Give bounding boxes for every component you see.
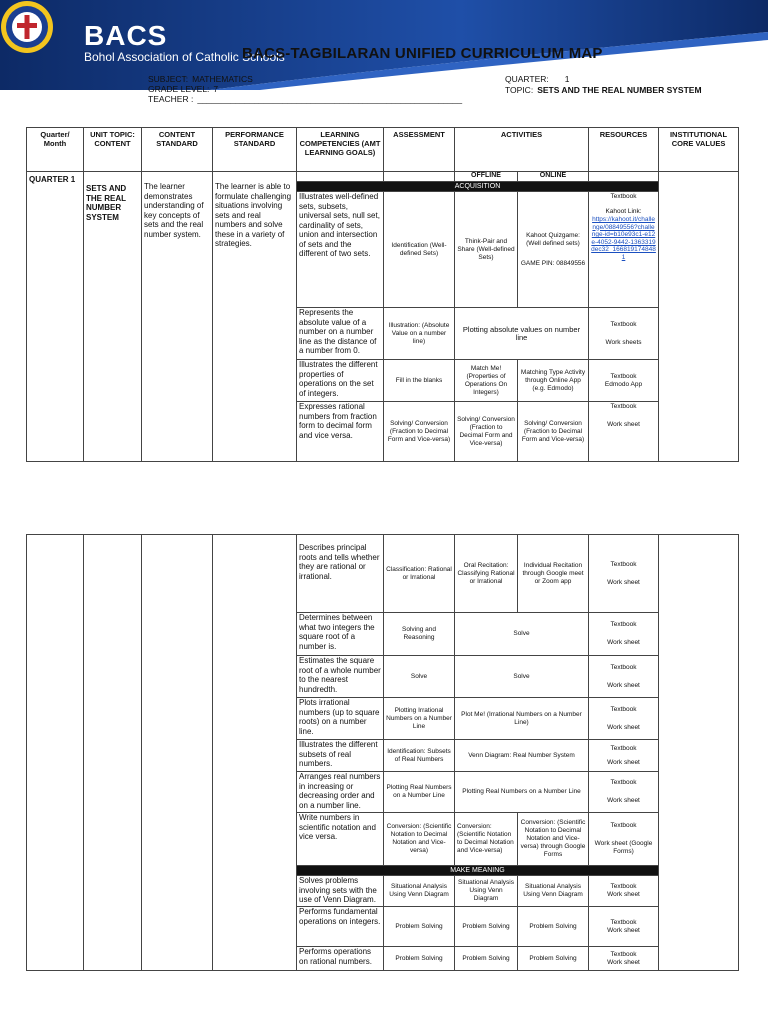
col-quarter: Quarter/ Month [27,128,84,172]
resource-text-2: Work sheet [607,958,640,966]
quarter-info [505,74,570,84]
resource-cell [589,907,659,947]
logo-wordmark: BACS [84,20,168,51]
offline-activity-cell: Conversion: (Scientific Notation to Decimal Notation and Vice-versa) [455,813,518,866]
resource-text-2: Work sheet [607,723,640,731]
online-activity-cell: Matching Type Activity through Online App (e.g. Edmodo) [518,360,589,402]
resource-text: Textbook [610,663,637,671]
assessment-cell: Problem Solving [384,907,455,947]
topic-label: TOPIC: [505,85,534,95]
resource-cell [589,772,659,813]
competency-cell: Estimates the square root of a whole number to the nearest hundredth. [297,656,384,698]
resource-text-2: Work sheet [607,797,640,804]
resource-cell [589,876,659,907]
resource-text-2: Work sheet [607,926,640,934]
curriculum-table-page1 [26,127,739,462]
resource-text: Textbook [610,918,637,926]
online-activity-text: Kahoot Quizgame: (Well defined sets) [526,231,580,247]
resource-cell [589,613,659,656]
grade-value: 7 [213,84,219,94]
assessment-cell: Identification (Well-defined Sets) [384,192,455,308]
resource-text-2: Work sheet [607,891,640,898]
col-resources: RESOURCES [589,128,659,172]
resource-cell [589,308,659,360]
unit-topic-cell: SETS AND THE REAL NUMBER SYSTEM [84,172,142,462]
resource-text-2: Edmodo App [604,380,643,388]
section-make-meaning: MAKE MEANING [297,866,659,876]
grade-label: GRADE LEVEL: [148,84,210,94]
col-core-values: INSTITUTIONAL CORE VALUES [659,128,739,172]
blank-sub [384,172,455,182]
offline-activity-cell: Match Me! (Properties of Operations On Integers) [455,360,518,402]
page-title: BACS-TAGBILARAN UNIFIED CURRICULUM MAP [242,45,603,62]
quarter-value: 1 [564,74,570,84]
resource-text: Textbook [610,320,637,328]
online-activity-cell [518,192,589,308]
col-performance-standard: PERFORMANCE STANDARD [213,128,297,172]
content-standard-cell [142,535,213,971]
assessment-cell: Solve [384,656,455,698]
offline-activity-cell: Situational Analysis Using Venn Diagram [455,876,518,907]
subject-info [148,74,253,84]
kahoot-link-label: Kahoot Link: [605,208,642,215]
unit-topic-cell [84,535,142,971]
teacher-info [148,94,462,104]
subject-label: SUBJECT: [148,74,189,84]
offline-activity-cell: Problem Solving [455,947,518,971]
online-activity-cell: Situational Analysis Using Venn Diagram [518,876,589,907]
offline-subheader: OFFLINE [455,172,518,182]
competency-cell: Write numbers in scientific notation and vice versa. [297,813,384,866]
curriculum-table-page2 [26,534,739,971]
resource-text: Textbook [610,950,637,958]
activity-cell: Solve [455,656,589,698]
online-activity-cell: Solving/ Conversion (Fraction to Decimal Form and Vice-versa) [518,402,589,462]
activity-cell: Plotting Real Numbers on a Number Line [455,772,589,813]
online-activity-cell: Individual Recitation through Google meet or Zoom app [518,535,589,613]
activity-cell: Solve [455,613,589,656]
competency-cell: Determines between what two integers the square root of a number is. [297,613,384,656]
resource-text-2: Work sheet [607,681,640,689]
online-subheader: ONLINE [518,172,589,182]
competency-cell: Plots irrational numbers (up to square roots) on a number line. [297,698,384,740]
subject-value: MATHEMATICS [192,74,253,84]
organization-name: Bohol Association of Catholic Schools [84,50,285,64]
offline-activity-cell: Oral Recitation: Classifying Rational or Irrational [455,535,518,613]
assessment-cell: Problem Solving [384,947,455,971]
quarter-label: QUARTER: [505,74,549,84]
assessment-cell: Plotting Irrational Numbers on a Number Line [384,698,455,740]
resource-cell [589,698,659,740]
section-acquisition: ACQUISITION [297,182,659,192]
resource-cell [589,360,659,402]
resource-text: Textbook [610,779,637,786]
assessment-cell: Illustration: (Absolute Value on a number line) [384,308,455,360]
teacher-label: TEACHER : [148,94,194,104]
resource-text: Textbook [610,560,637,568]
assessment-cell: Solving/ Conversion (Fraction to Decimal Form and Vice-versa) [384,402,455,462]
content-standard-cell: The learner demonstrates understanding of key concepts of sets and the real number system. [142,172,213,462]
assessment-cell: Plotting Real Numbers on a Number Line [384,772,455,813]
online-activity-cell: Problem Solving [518,947,589,971]
assessment-cell: Situational Analysis Using Venn Diagram [384,876,455,907]
resource-text: Textbook [610,744,637,752]
assessment-cell: Fill in the blanks [384,360,455,402]
competency-cell: Represents the absolute value of a number on a number line as the distance of a number from 0. [297,308,384,360]
resource-text-2: Work sheet [607,578,640,586]
resource-text-2: Work sheet [607,421,640,428]
resource-text-2: Work sheet (Google Forms) [594,840,653,855]
online-activity-cell: Conversion: (Scientific Notation to Decimal Notation and Vice-versa) through Google Forms [518,813,589,866]
teacher-line: ________________________________________________________ [197,94,463,104]
col-learning-competencies: LEARNING COMPETENCIES (AMT LEARNING GOALS) [297,128,384,172]
core-values-cell [659,535,739,971]
performance-standard-cell: The learner is able to formulate challenging situations involving sets and real numbers and solve these in a variety of strategies. [213,172,297,462]
col-activities: ACTIVITIES [455,128,589,172]
resource-text: Textbook [610,822,637,829]
quarter-cell: QUARTER 1 [27,172,84,462]
competency-cell: Illustrates well-defined sets, subsets, universal sets, null set, cardinality of sets, union and intersection of sets and the different of two sets. [297,192,384,308]
offline-activity-cell: Solving/ Conversion (Fraction to Decimal Form and Vice-versa) [455,402,518,462]
activity-cell: Plotting absolute values on number line [455,308,589,360]
blank-sub [589,172,659,182]
resource-cell [589,192,659,308]
resource-cell [589,535,659,613]
table-row [27,535,739,613]
resource-text-2: Work sheets [605,338,642,346]
competency-cell: Describes principal roots and tells whether they are rational or irrational. [297,535,384,613]
col-content-standard: CONTENT STANDARD [142,128,213,172]
resource-cell [589,402,659,462]
resource-cell [589,947,659,971]
assessment-cell: Conversion: (Scientific Notation to Decimal Notation and Vice-versa) [384,813,455,866]
core-values-cell [659,172,739,462]
offline-activity-cell: Think-Pair and Share (Well-defined Sets) [455,192,518,308]
resource-text: Textbook [610,372,637,380]
activity-cell: Plot Me! (Irrational Numbers on a Number Line) [455,698,589,740]
competency-cell: Performs fundamental operations on integers. [297,907,384,947]
resource-text-2: Work sheet [607,639,640,646]
blank-sub [297,172,384,182]
quarter-cell [27,535,84,971]
resource-text: Textbook [610,193,637,200]
competency-cell: Illustrates the different properties of operations on the set of integers. [297,360,384,402]
header-row [27,128,739,172]
resource-text: Textbook [610,621,637,628]
resource-text: Textbook [610,403,637,410]
game-pin-text: GAME PIN: 08849556 [520,259,586,267]
competency-cell: Expresses rational numbers from fraction form to decimal form and vice versa. [297,402,384,462]
assessment-cell: Classification: Rational or Irrational [384,535,455,613]
grade-info [148,84,218,94]
assessment-cell: Solving and Reasoning [384,613,455,656]
col-assessment: ASSESSMENT [384,128,455,172]
competency-cell: Solves problems involving sets with the use of Venn Diagram. [297,876,384,907]
competency-cell: Performs operations on rational numbers. [297,947,384,971]
competency-cell: Illustrates the different subsets of real numbers. [297,740,384,772]
resource-text-2: Work sheet [607,758,640,766]
subheader-row [27,172,739,182]
offline-activity-cell: Problem Solving [455,907,518,947]
topic-info [505,85,702,95]
bacs-seal-logo [0,0,54,54]
activity-cell: Venn Diagram: Real Number System [455,740,589,772]
col-unit-topic: UNIT TOPIC: CONTENT [84,128,142,172]
resource-text: Textbook [610,705,637,713]
topic-value: SETS AND THE REAL NUMBER SYSTEM [537,85,702,95]
kahoot-link[interactable]: https://kahoot.it/challenge/08849556?challenge-id=b10e93c1-e12e-4052-9442-1363319dec32_1668191748481 [591,216,656,261]
online-activity-cell: Problem Solving [518,907,589,947]
resource-cell [589,813,659,866]
performance-standard-cell [213,535,297,971]
resource-cell [589,656,659,698]
resource-cell [589,740,659,772]
competency-cell: Arranges real numbers in increasing or decreasing order and on a number line. [297,772,384,813]
assessment-cell: Identification: Subsets of Real Numbers [384,740,455,772]
resource-text: Textbook [610,883,637,890]
